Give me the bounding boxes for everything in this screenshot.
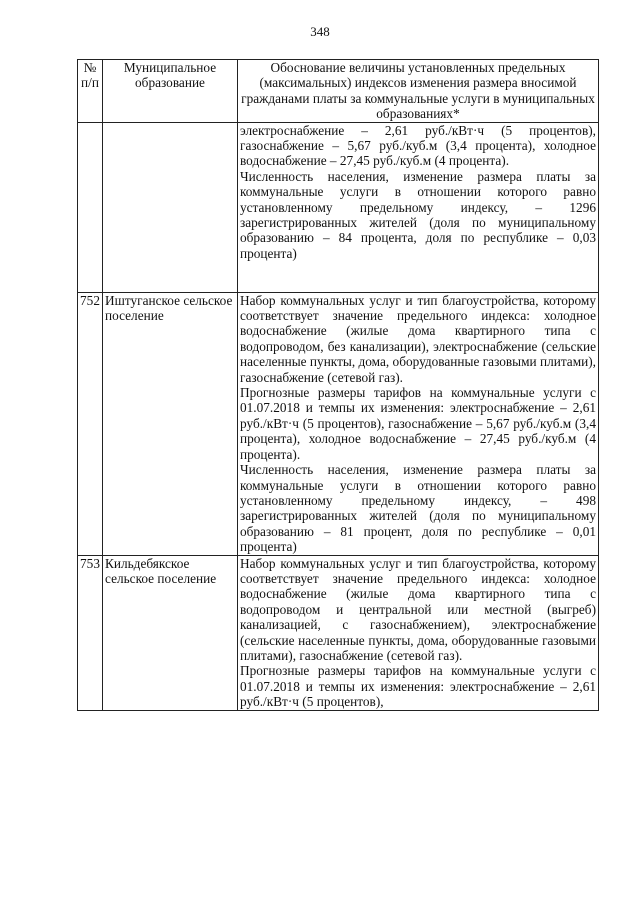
justification-cell [238, 292, 599, 555]
municipality-name [103, 122, 238, 292]
justification-paragraph: Прогнозные размеры тарифов на коммунальные услуги с 01.07.2018 и темпы их изменения: электроснабжение – 2,61 руб./кВт·ч (5 процентов), [240, 663, 596, 710]
table-header-row [78, 60, 599, 123]
indices-table [77, 59, 599, 711]
row-number: 753 [78, 555, 103, 710]
table-row [78, 292, 599, 555]
justification-paragraph: Прогнозные размеры тарифов на коммунальные услуги с 01.07.2018 и темпы их изменения: электроснабжение – 2,61 руб./кВт·ч (5 процентов), газоснабжение – 5,67 руб./куб.м (3,4 процента), холодное водоснабжение – 27,45 руб./куб.м (4 процента). [240, 385, 596, 462]
table-row [78, 555, 599, 710]
justification-cell [238, 122, 599, 292]
header-num: № п/п [78, 60, 103, 123]
justification-paragraph: Набор коммунальных услуг и тип благоустройства, которому соответствует значение предельного индекса: холодное водоснабжение (жилые дома квартирного типа с водопроводом, без канализации), электроснабжение (сельские населенные пункты, дома, оборудованные газовыми плитами), газоснабжение (сетевой газ). [240, 292, 596, 385]
row-number [78, 122, 103, 292]
header-municipality: Муниципальное образование [103, 60, 238, 123]
justification-paragraph: электроснабжение – 2,61 руб./кВт·ч (5 процентов), газоснабжение – 5,67 руб./куб.м (3,4 процента), холодное водоснабжение – 27,45 руб./куб.м (4 процента). [240, 122, 596, 169]
header-justification: Обоснование величины установленных предельных (максимальных) индексов изменения размера вносимой гражданами платы за коммунальные услуги в муниципальных образованиях* [238, 60, 599, 123]
municipality-name: Кильдебякское сельское поселение [103, 555, 238, 710]
page-number: 348 [310, 24, 330, 39]
justification-paragraph: Численность населения, изменение размера платы за коммунальные услуги в отношении которого равно установленному предельному индексу, – 1296 зарегистрированных жителей (доля по муниципальному образованию – 84 процента, доля по республике – 0,03 процента) [240, 168, 596, 261]
table-row [78, 122, 599, 292]
justification-cell [238, 555, 599, 710]
municipality-name: Иштуганское сельское поселение [103, 292, 238, 555]
justification-paragraph: Численность населения, изменение размера платы за коммунальные услуги в отношении которого равно установленному предельному индексу, – 498 зарегистрированных жителей (доля по муниципальному образованию – 81 процент, доля по республике – 0,01 процента) [240, 462, 596, 555]
row-number: 752 [78, 292, 103, 555]
justification-paragraph: Набор коммунальных услуг и тип благоустройства, которому соответствует значение предельного индекса: холодное водоснабжение (жилые дома квартирного типа с водопроводом и центральной или местной (выгреб) канализацией, с газоснабжением), электроснабжение (сельские населенные пункты, дома, оборудованные газовыми плитами), газоснабжение (сетевой газ). [240, 555, 596, 663]
